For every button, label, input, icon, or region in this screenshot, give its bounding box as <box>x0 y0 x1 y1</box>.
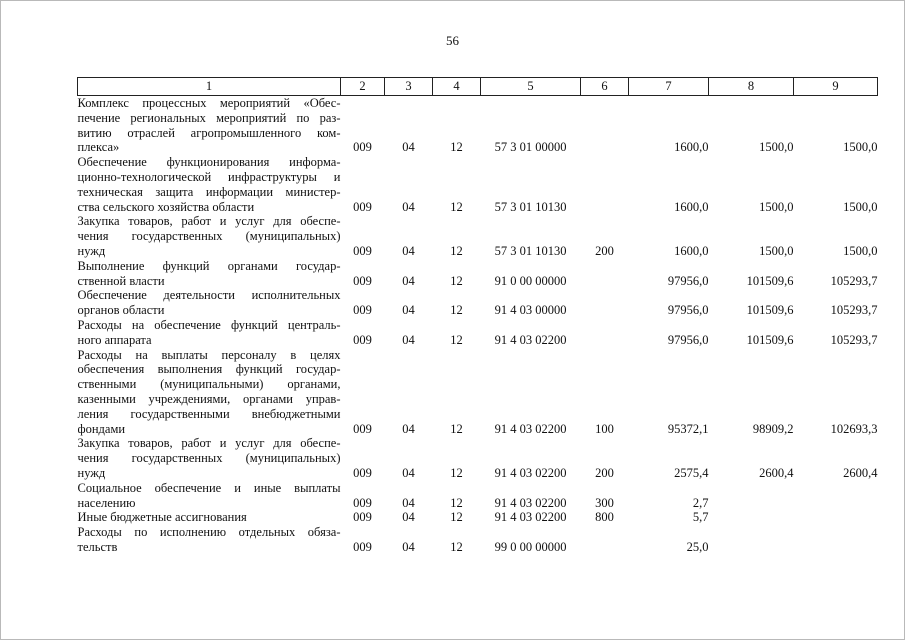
code-ministry: 009 <box>353 421 372 436</box>
code-section: 04 <box>402 495 415 510</box>
code-expense-type <box>581 96 629 156</box>
description-line: Обеспечение функционирования информа- <box>77 155 341 170</box>
table-row <box>78 259 878 289</box>
amount-year-2 <box>709 481 794 511</box>
description-line: Комплекс процессных мероприятий «Обес- <box>77 96 341 110</box>
amount-year-2: 101509,6 <box>746 273 794 288</box>
description-line: фондами <box>77 421 126 436</box>
code-ministry: 009 <box>353 539 372 554</box>
page-number: 56 <box>446 33 459 48</box>
amount-year-2: 1500,0 <box>759 199 794 214</box>
amount-year-3: 102693,3 <box>830 421 878 436</box>
code-section: 04 <box>402 539 415 554</box>
code-expense-type <box>581 259 629 289</box>
table-row <box>78 481 878 511</box>
description-line: населению <box>77 495 136 510</box>
code-expense-type: 800 <box>595 510 614 525</box>
description-line: техническая защита информации министер- <box>77 184 341 199</box>
code-target-article: 91 4 03 02200 <box>494 332 567 347</box>
row-description <box>78 155 341 214</box>
code-expense-type: 300 <box>595 495 614 510</box>
description-line: обеспечения выполнения функций государ- <box>77 362 341 377</box>
amount-year-2 <box>709 510 794 525</box>
code-subsection: 12 <box>450 495 463 510</box>
code-expense-type: 200 <box>595 465 614 480</box>
description-line: ства сельского хозяйства области <box>77 199 255 214</box>
description-line: печение региональных мероприятий по раз- <box>77 110 341 125</box>
code-target-article: 57 3 01 10130 <box>494 243 567 258</box>
code-section: 04 <box>402 140 415 155</box>
code-subsection: 12 <box>450 510 463 525</box>
description-line: казенными учреждениями, органами управ- <box>77 391 341 406</box>
column-header: 1 <box>78 78 341 96</box>
description-line: ственной власти <box>77 273 165 288</box>
amount-year-2: 1500,0 <box>759 140 794 155</box>
amount-year-1: 1600,0 <box>674 199 709 214</box>
code-section: 04 <box>402 303 415 318</box>
code-section: 04 <box>402 199 415 214</box>
code-subsection: 12 <box>450 273 463 288</box>
amount-year-1: 97956,0 <box>667 273 709 288</box>
code-ministry: 009 <box>353 332 372 347</box>
description-line: ционно-технологической инфраструктуры и <box>77 169 341 184</box>
code-target-article: 99 0 00 00000 <box>494 539 567 554</box>
code-ministry: 009 <box>353 465 372 480</box>
description-line: ного аппарата <box>77 332 152 347</box>
amount-year-3: 105293,7 <box>830 303 878 318</box>
header-row <box>78 78 878 96</box>
code-section: 04 <box>402 510 415 525</box>
description-line: Закупка товаров, работ и услуг для обеспе- <box>77 214 341 229</box>
code-ministry: 009 <box>353 273 372 288</box>
description-line: органов области <box>77 303 165 318</box>
code-ministry: 009 <box>353 303 372 318</box>
row-description <box>78 436 341 480</box>
description-line: ственными (муниципальными) органами, <box>77 377 341 392</box>
description-line: Закупка товаров, работ и услуг для обеспе- <box>77 436 341 451</box>
code-target-article: 91 4 03 02200 <box>494 421 567 436</box>
code-section: 04 <box>402 332 415 347</box>
amount-year-3: 2600,4 <box>843 465 878 480</box>
description-line: нужд <box>77 465 106 480</box>
description-line: ления государственными внебюджетными <box>77 406 341 421</box>
code-section: 04 <box>402 421 415 436</box>
code-expense-type: 200 <box>595 243 614 258</box>
amount-year-3 <box>794 525 878 555</box>
amount-year-3 <box>794 510 878 525</box>
table-row <box>78 288 878 318</box>
amount-year-3: 1500,0 <box>843 243 878 258</box>
table-row <box>78 348 878 437</box>
amount-year-3 <box>794 481 878 511</box>
code-expense-type <box>581 155 629 214</box>
description-line: нужд <box>77 243 106 258</box>
code-ministry: 009 <box>353 510 372 525</box>
row-description <box>78 96 341 156</box>
code-subsection: 12 <box>450 303 463 318</box>
code-target-article: 91 4 03 00000 <box>494 303 567 318</box>
row-description <box>78 481 341 511</box>
amount-year-1: 1600,0 <box>674 243 709 258</box>
table-row <box>78 525 878 555</box>
amount-year-1: 1600,0 <box>674 140 709 155</box>
code-expense-type: 100 <box>595 421 614 436</box>
code-subsection: 12 <box>450 421 463 436</box>
column-header: 5 <box>481 78 581 96</box>
column-header: 2 <box>341 78 385 96</box>
description-line: Социальное обеспечение и иные выплаты <box>77 480 341 495</box>
description-line: Иные бюджетные ассигнования <box>77 510 247 525</box>
code-expense-type <box>581 318 629 348</box>
code-target-article: 91 0 00 00000 <box>494 273 567 288</box>
amount-year-1: 25,0 <box>686 539 709 554</box>
amount-year-3: 1500,0 <box>843 199 878 214</box>
description-line: Расходы на выплаты персоналу в целях <box>77 347 341 362</box>
table-body <box>78 96 878 555</box>
code-subsection: 12 <box>450 140 463 155</box>
code-subsection: 12 <box>450 199 463 214</box>
description-line: плекса» <box>77 140 120 155</box>
column-header: 9 <box>794 78 878 96</box>
column-header: 3 <box>385 78 433 96</box>
amount-year-2: 1500,0 <box>759 243 794 258</box>
code-target-article: 91 4 03 02200 <box>494 465 567 480</box>
column-header: 7 <box>629 78 709 96</box>
description-line: Расходы по исполнению отдельных обяза- <box>77 525 341 540</box>
amount-year-2: 2600,4 <box>759 465 794 480</box>
description-line: витию отраслей агропромышленного ком- <box>77 125 341 140</box>
code-section: 04 <box>402 273 415 288</box>
amount-year-2: 101509,6 <box>746 332 794 347</box>
code-expense-type <box>581 288 629 318</box>
column-header: 6 <box>581 78 629 96</box>
code-target-article: 91 4 03 02200 <box>494 495 567 510</box>
description-line: чения государственных (муниципальных) <box>77 229 341 244</box>
amount-year-3: 1500,0 <box>843 140 878 155</box>
row-description <box>78 510 341 525</box>
code-section: 04 <box>402 243 415 258</box>
code-target-article: 57 3 01 10130 <box>494 199 567 214</box>
code-ministry: 009 <box>353 140 372 155</box>
code-subsection: 12 <box>450 465 463 480</box>
amount-year-1: 97956,0 <box>667 303 709 318</box>
code-target-article: 91 4 03 02200 <box>494 510 567 525</box>
column-header: 8 <box>709 78 794 96</box>
amount-year-1: 2,7 <box>692 495 709 510</box>
row-description <box>78 525 341 555</box>
amount-year-1: 97956,0 <box>667 332 709 347</box>
amount-year-2: 98909,2 <box>752 421 794 436</box>
amount-year-2 <box>709 525 794 555</box>
code-subsection: 12 <box>450 332 463 347</box>
amount-year-3: 105293,7 <box>830 273 878 288</box>
description-line: Выполнение функций органами государ- <box>77 258 341 273</box>
description-line: чения государственных (муниципальных) <box>77 451 341 466</box>
table-row <box>78 214 878 258</box>
description-line: тельств <box>77 539 118 554</box>
budget-table <box>77 77 878 555</box>
column-header: 4 <box>433 78 481 96</box>
code-ministry: 009 <box>353 495 372 510</box>
description-line: Расходы на обеспечение функций централь- <box>77 317 341 332</box>
amount-year-1: 5,7 <box>692 510 709 525</box>
amount-year-1: 2575,4 <box>674 465 709 480</box>
row-description <box>78 214 341 258</box>
code-subsection: 12 <box>450 539 463 554</box>
table-row <box>78 155 878 214</box>
description-line: Обеспечение деятельности исполнительных <box>77 288 341 303</box>
row-description <box>78 288 341 318</box>
amount-year-1: 95372,1 <box>667 421 709 436</box>
row-description <box>78 259 341 289</box>
code-ministry: 009 <box>353 199 372 214</box>
code-expense-type <box>581 525 629 555</box>
amount-year-3: 105293,7 <box>830 332 878 347</box>
table-row <box>78 436 878 480</box>
code-ministry: 009 <box>353 243 372 258</box>
row-description <box>78 318 341 348</box>
row-description <box>78 348 341 437</box>
code-target-article: 57 3 01 00000 <box>494 140 567 155</box>
code-section: 04 <box>402 465 415 480</box>
table-row <box>78 96 878 156</box>
table-row <box>78 318 878 348</box>
table-row <box>78 510 878 525</box>
code-subsection: 12 <box>450 243 463 258</box>
amount-year-2: 101509,6 <box>746 303 794 318</box>
